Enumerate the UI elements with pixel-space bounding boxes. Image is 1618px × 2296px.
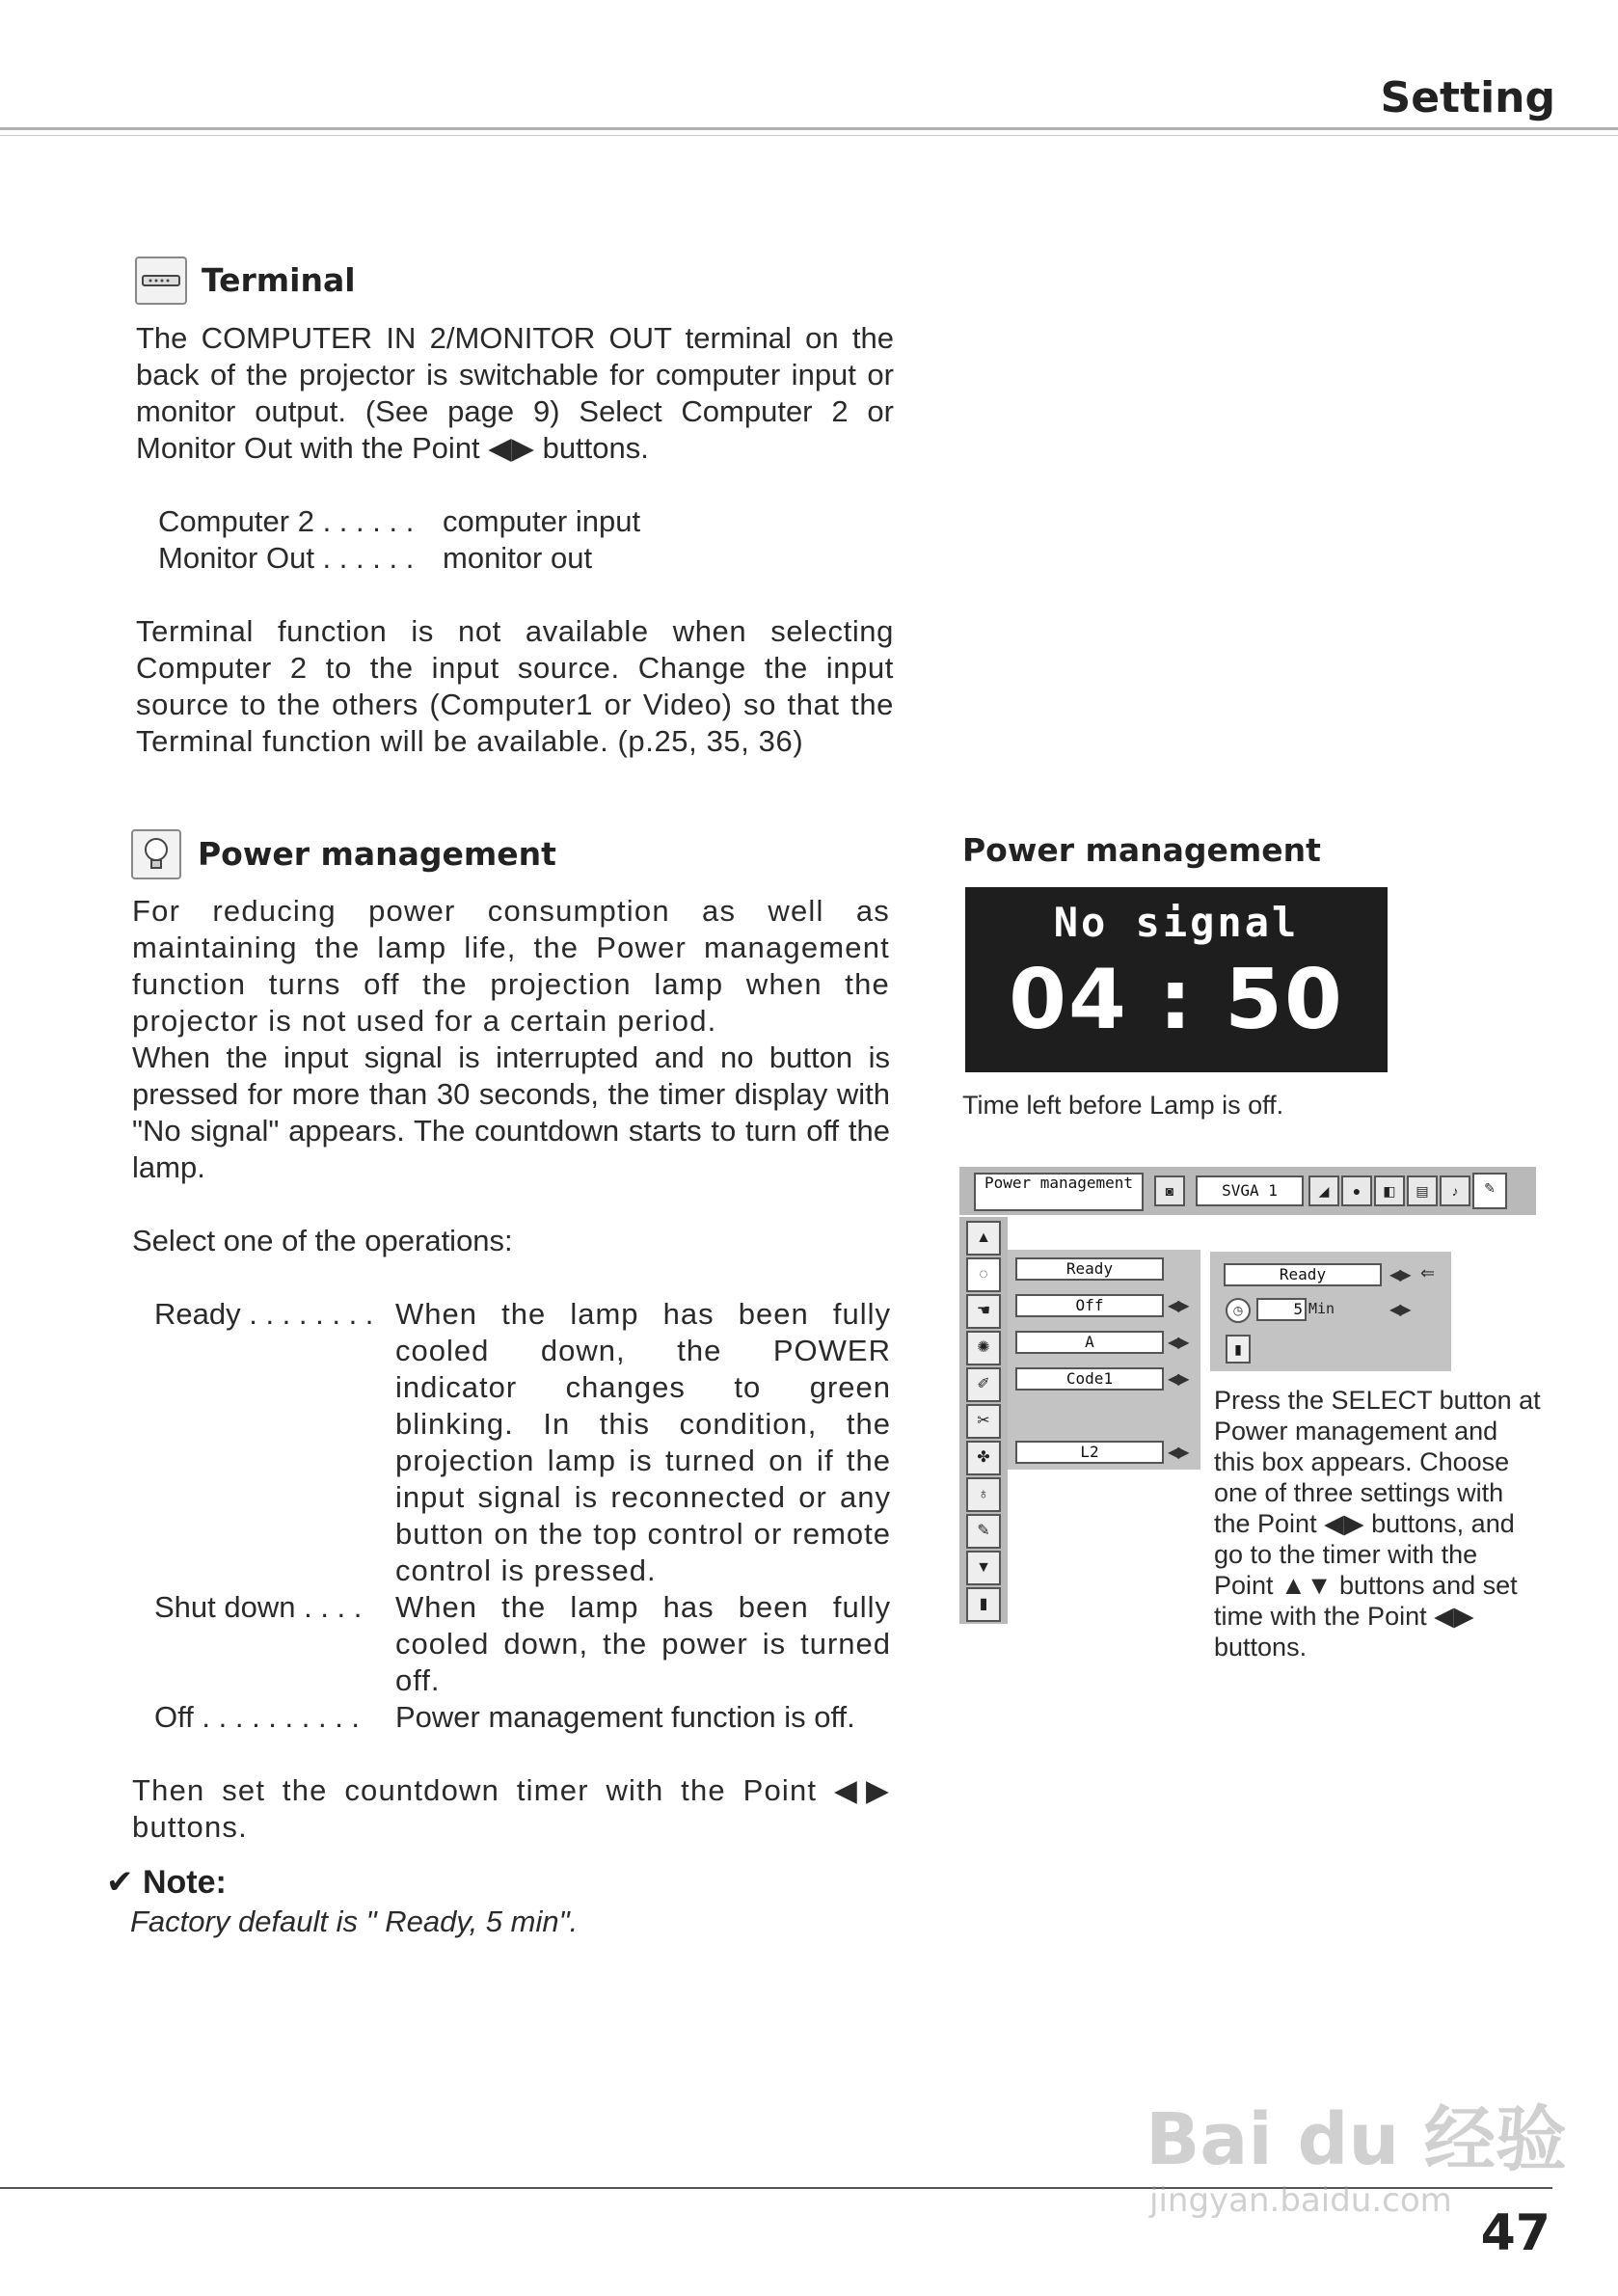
camera-icon: ◙ (1154, 1175, 1185, 1206)
power-management-menu-icon[interactable]: ◌ (966, 1257, 1001, 1292)
sound-icon: ♪ (1440, 1175, 1470, 1206)
adjust-icon: ◢ (1308, 1175, 1339, 1206)
option-label: Computer 2 . . . . . . (158, 504, 415, 538)
note-heading: Note: (142, 1864, 227, 1901)
header-rule-thin (0, 135, 1618, 136)
lcd-title: No signal (1053, 899, 1300, 946)
note-header (106, 1863, 227, 1902)
section-title: Setting (1380, 73, 1555, 122)
operations-list (154, 1296, 891, 1736)
left-right-arrows-icon[interactable]: ◀▶ (1168, 1335, 1188, 1351)
pen-icon[interactable]: ✐ (966, 1367, 1001, 1402)
power-management-box (1210, 1252, 1451, 1371)
timer-value[interactable]: 5 (1256, 1298, 1307, 1321)
operation-shut-down (154, 1589, 891, 1699)
terminal-option-monitor-out (158, 540, 833, 577)
mode-value[interactable]: Ready (1224, 1263, 1382, 1286)
left-right-arrows-icon[interactable]: ◀▶ (1168, 1371, 1188, 1388)
operation-desc: When the lamp has been fully cooled down, the POWER indicator changes to green blinking. In this condition, the projection lamp is turned on if the input signal is reconnected or any button on the top control or remote control is pressed. (395, 1297, 891, 1587)
setting-value[interactable]: Ready (1015, 1257, 1164, 1281)
terminal-heading: Terminal (202, 261, 356, 299)
select-prompt: Select one of the operations: (132, 1224, 513, 1257)
operation-ready (154, 1296, 891, 1589)
pointer-arrow-icon: ⇐ (1420, 1263, 1436, 1283)
power-heading: Power management (198, 835, 556, 873)
note-text: Factory default is " Ready, 5 min". (130, 1904, 579, 1938)
option-label: Monitor Out . . . . . . (158, 541, 415, 575)
power-paragraph-1: For reducing power consumption as well as maintaining the lamp life, the Power management function turns off the projection lamp when the projector is not used for a certain period. (132, 894, 890, 1038)
left-right-arrows-icon[interactable]: ◀▶ (1389, 1302, 1410, 1318)
hand-icon[interactable]: ☚ (966, 1294, 1001, 1329)
clock-icon: ◷ (1226, 1298, 1251, 1323)
terminal-option-computer2 (158, 503, 833, 540)
wrench-icon[interactable]: ✂ (966, 1404, 1001, 1439)
terminal-options (158, 503, 833, 577)
operation-desc: When the lamp has been fully cooled down, the power is turned off. (395, 1590, 891, 1697)
terminal-paragraph-2: Terminal function is not available when selecting Computer 2 to the input source. Change the input source to the others (Computer1 or Video) so that the Terminal function will be available. (p.25, 35, 36) (136, 614, 894, 758)
setting-value[interactable]: L2 (1015, 1441, 1164, 1464)
lamp-icon[interactable]: ♁ (966, 1477, 1001, 1512)
scroll-up-icon[interactable]: ▲ (966, 1221, 1001, 1256)
operation-desc: Power management function is off. (395, 1700, 855, 1734)
menu-caption: Press the SELECT button at Power management and this box appears. Choose one of three settings with the Point ◀▶ buttons, and go to the timer with the Point ▲▼ buttons and set time with the Point ◀▶ buttons. (1214, 1386, 1541, 1661)
checkmark-icon: ✔ (106, 1864, 134, 1901)
operation-label: Off . . . . . . . . . . (154, 1700, 361, 1734)
watermark-url: jingyan.baidu.com (1149, 2181, 1452, 2220)
setting-value[interactable]: Off (1015, 1294, 1164, 1317)
color-icon: ● (1341, 1175, 1372, 1206)
terminal-paragraph-1: The COMPUTER IN 2/MONITOR OUT terminal on the back of the projector is switchable for computer input or monitor output. (See page 9) Select Computer 2 or Monitor Out with the Point ◀▶ buttons. (136, 321, 894, 465)
right-heading: Power management (962, 831, 1321, 869)
left-right-arrows-icon[interactable]: ◀▶ (1389, 1267, 1410, 1283)
exit-icon[interactable]: ▮ (966, 1587, 1001, 1622)
filter-icon[interactable]: ✎ (966, 1514, 1001, 1549)
lcd-caption: Time left before Lamp is off. (962, 1091, 1284, 1120)
option-value: computer input (443, 504, 641, 538)
fan-icon[interactable]: ✤ (966, 1441, 1001, 1475)
timer-unit: Min (1308, 1300, 1335, 1317)
signal-label: SVGA 1 (1196, 1175, 1304, 1206)
settings-panel (1008, 1250, 1200, 1470)
option-value: monitor out (443, 541, 593, 575)
operation-off (154, 1699, 891, 1736)
lightbulb-icon (131, 829, 181, 879)
left-right-arrows-icon[interactable]: ◀▶ (1168, 1445, 1188, 1461)
exit-icon[interactable]: ▮ (1226, 1335, 1251, 1364)
menu-top-bar (959, 1167, 1536, 1215)
scroll-down-icon[interactable]: ▼ (966, 1551, 1001, 1585)
operation-label: Shut down . . . . (154, 1590, 363, 1624)
left-right-arrows-icon[interactable]: ◀▶ (1168, 1298, 1188, 1314)
watermark-logo: Bai du 经验 (1146, 2098, 1567, 2181)
operation-label: Ready . . . . . . . . (154, 1297, 374, 1331)
menu-sidebar (959, 1217, 1008, 1624)
no-signal-display (965, 887, 1388, 1072)
page-number: 47 (1480, 2204, 1551, 2262)
menu-title: Power management (974, 1173, 1144, 1211)
bulb-icon[interactable]: ✺ (966, 1331, 1001, 1365)
setting-value[interactable]: A (1015, 1331, 1164, 1354)
setting-icon[interactable]: ✎ (1472, 1173, 1507, 1209)
screen-icon: ◧ (1374, 1175, 1405, 1206)
lcd-countdown: 04 : 50 (1009, 952, 1344, 1048)
power-paragraph-2: When the input signal is interrupted and no button is pressed for more than 30 seconds, the timer display with "No signal" appears. The countdown starts to turn off the lamp. (132, 1040, 890, 1184)
then-paragraph: Then set the countdown timer with the Point ◀▶ buttons. (132, 1773, 890, 1844)
header-rule (0, 127, 1618, 130)
image-icon: ▤ (1407, 1175, 1438, 1206)
setting-value[interactable]: Code1 (1015, 1367, 1164, 1391)
terminal-icon (135, 257, 187, 305)
